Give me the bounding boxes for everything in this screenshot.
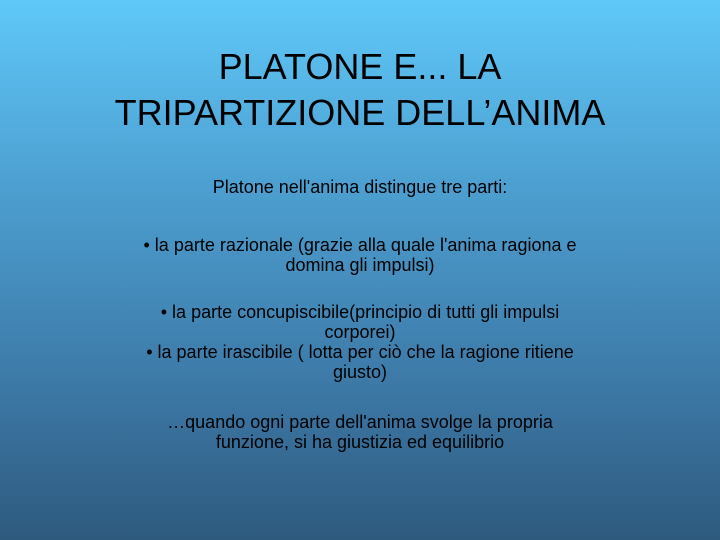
part-irascible-line-2: giusto) [332, 362, 388, 382]
slide-title [40, 44, 680, 136]
conclusion-line-2: funzione, si ha giustizia ed equilibrio [215, 432, 505, 452]
intro-text: Platone nell'anima distingue tre parti: [212, 177, 508, 197]
part-rational [80, 235, 640, 275]
conclusion [80, 412, 640, 452]
part-rational-line-1: • la parte razionale (grazie alla quale l'anima ragiona e [143, 235, 577, 255]
title-line-1: PLATONE E... LA [218, 46, 502, 87]
title-line-2: TRIPARTIZIONE DELL’ANIMA [114, 92, 606, 133]
part-rational-line-2: domina gli impulsi) [285, 255, 435, 275]
part-concupiscible-line-1: • la parte concupiscibile(principio di tutti gli impulsi [160, 302, 560, 322]
part-irascible-line-1: • la parte irascibile ( lotta per ciò che la ragione ritiene [146, 342, 574, 362]
conclusion-line-1: …quando ogni parte dell'anima svolge la propria [167, 412, 553, 432]
part-concupiscible-line-2: corporei) [324, 322, 396, 342]
parts-concupiscible-irascible [80, 302, 640, 382]
